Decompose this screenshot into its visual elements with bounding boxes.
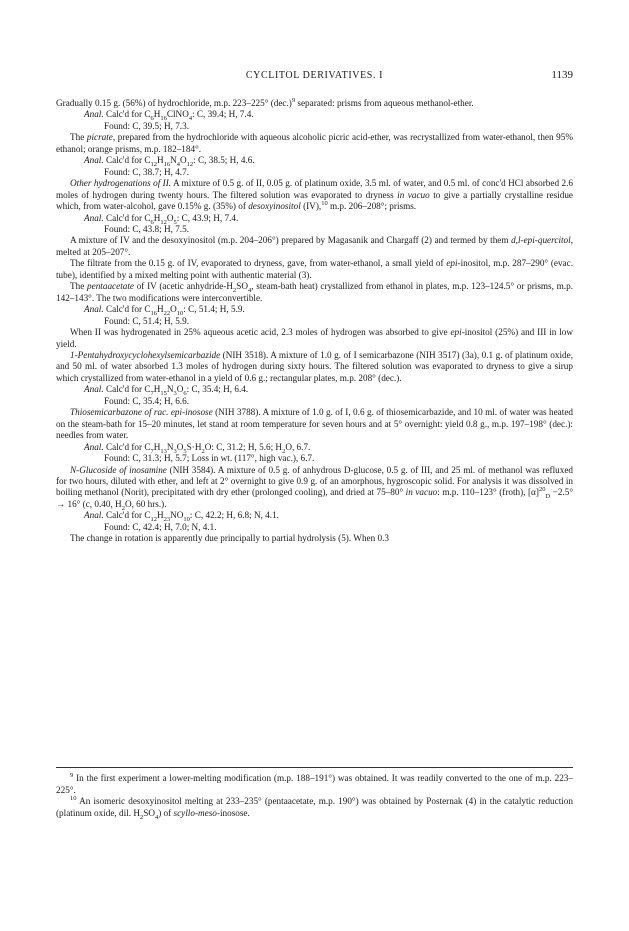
footnote: $^{10}$ An isomeric desoxyinositol melting at 233–235° (pentaacetate, m.p. 190°) was obtained by Posternak (4) in the catalytic reduction (platinum oxide, dil. $H_2SO_4$) of scyllo-meso-inosose.: [56, 795, 573, 821]
page-number: 1139: [551, 69, 573, 81]
analysis-line: Anal. Calc'd for $C_{16}H_{22}O_{10}$: C, 51.4; H, 5.9.: [84, 304, 245, 317]
analysis-line: Found: C, 38.7; H, 4.7.: [104, 166, 189, 177]
paragraph: 1-Pentahydroxycyclohexylsemicarbazide (NIH 3518). A mixture of 1.0 g. of I semicarbazone (NIH 3517) (3a), 0.1 g. of platinum oxide, and 50 ml. of water absorbed 1.3 moles of hydrogen during sixty hours. The filtered solution was evaporated to dryness to give a sirup which crystallized from water-ethanol in a yield of 0.6 g.; rectangular plates, m.p. 208° (dec.).: [56, 349, 573, 383]
analysis-line: Found: C, 42.4; H, 7.0; N, 4.1.: [104, 521, 217, 532]
analysis-line: Found: C, 35.4; H, 6.6.: [104, 395, 189, 406]
paragraph: N-Glucoside of inosamine (NIH 3584). A mixture of 0.5 g. of anhydrous D-glucose, 0.5 g. of III, and 25 ml. of methanol was refluxed for two hours, diluted with ether, and left at 2° overnight to give 0.9 g. of an amorphous, hygroscopic solid. For analysis it was dissolved in boiling methanol (Norit), precipitated with dry ether (prolonged cooling), and dried at 75–80° in vacuo: m.p. 110–123° (froth), $[\alpha]^{20}_D -2.5^\circ \to 16^\circ$ (c, 0.40, $H_2O$, 60 hrs.).: [56, 464, 573, 512]
paragraph: Other hydrogenations of II. A mixture of 0.5 g. of II, 0.05 g. of platinum oxide, 3.5 ml. of water, and 0.5 ml. of conc'd HCl absorbed 2.6 moles of hydrogen during twenty hours. The filtered solution was evaporated to dryness in vacuo to give a partially crystalline residue which, from water-alcohol, gave 0.15% g. (35%) of desoxyinositol (IV),$^{10}$ m.p. 206–208°; prisms.: [56, 178, 574, 212]
footnote: $^9$ In the first experiment a lower-melting modification (m.p. 188–191°) was obtained. It was readily converted to the one of m.p. 223–225°.: [56, 771, 573, 795]
analysis-line: Anal. Calc'd for $C_6H_{16}ClNO_4$: C, 39.4; H, 7.4.: [84, 109, 254, 123]
paragraph: When II was hydrogenated in 25% aqueous acetic acid, 2.3 moles of hydrogen was absorbed to give epi-inositol (25%) and III in low yield.: [56, 327, 573, 349]
analysis-line: Found: C, 51.4; H, 5.9.: [104, 315, 189, 326]
analysis-line: Anal. Calc'd for $C_7H_{13}N_3O_5S\cdot H_2O$: C, 31.2; H, 5.6; $H_2O$, 6.7.: [84, 441, 311, 455]
analysis-line: Found: C, 31.3; H, 5.7; Loss in wt. (117°, high vac.), 6.7.: [104, 453, 315, 464]
paragraph: The change in rotation is apparently due principally to partial hydrolysis (5). When 0.3: [70, 533, 390, 544]
analysis-line: Anal. Calc'd for $C_{12}H_{23}NO_{10}$: C, 42.2; H, 6.8; N, 4.1.: [84, 510, 279, 524]
analysis-line: Found: C, 39.5; H, 7.3.: [104, 120, 189, 131]
paragraph: The filtrate from the 0.15 g. of IV, evaporated to dryness, gave, from water-ethanol, a small yield of epi-inositol, m.p. 287–290° (evac. tube), identified by a mixed melting point with authentic material (3).: [56, 258, 573, 280]
analysis-line: Found: C, 43.8; H, 7.5.: [104, 223, 189, 234]
running-title: CYCLITOL DERIVATIVES. I: [245, 70, 384, 81]
analysis-line: Anal. Calc'd for $C_{12}H_{16}N_4O_{12}$: C, 38.5; H, 4.6.: [84, 155, 255, 169]
analysis-line: Anal. Calc'd for $C_7H_{15}N_3O_6$: C, 35.4; H, 6.4.: [84, 384, 249, 398]
footnotes: [56, 773, 573, 819]
paragraph-continued: Gradually 0.15 g. (56%) of hydrochloride, m.p. 223–225° $(dec.)^9$ separated: prisms from aqueous methanol-ether.: [56, 96, 474, 108]
experimental-text: [56, 98, 573, 545]
analysis-line: Anal. Calc'd for $C_6H_{12}O_5$: C, 43.9; H, 7.4.: [84, 212, 239, 226]
paragraph: A mixture of IV and the desoxyinositol (m.p. 204–206°) prepared by Magasanik and Chargaff (2) and termed by them d,l-epi-quercitol, melted at 205–207°.: [56, 235, 573, 257]
paragraph: The pentaacetate of IV (acetic anhydride-$H_2SO_4$, steam-bath heat) crystallized from ethanol in plates, m.p. 123–124.5° or prisms, m.p. 142–143°. The two modifications were interconvertible.: [56, 281, 573, 303]
page-header: [56, 70, 573, 84]
paragraph: Thiosemicarbazone of rac. epi-inosose (NIH 3788). A mixture of 1.0 g. of I, 0.6 g. of thiosemicarbazide, and 10 ml. of water was heated on the steam-bath for 15–20 minutes, let stand at room temperature for seven hours and at 5° overnight: yield 0.8 g., m.p. 197–198° (dec.): needles from water.: [56, 407, 573, 441]
footnote-rule: [56, 767, 573, 768]
paragraph: The picrate, prepared from the hydrochloride with aqueous alcoholic picric acid-ether, was recrystallized from water-ethanol, then 95% ethanol; orange prisms, m.p. 182–184°.: [56, 132, 573, 154]
